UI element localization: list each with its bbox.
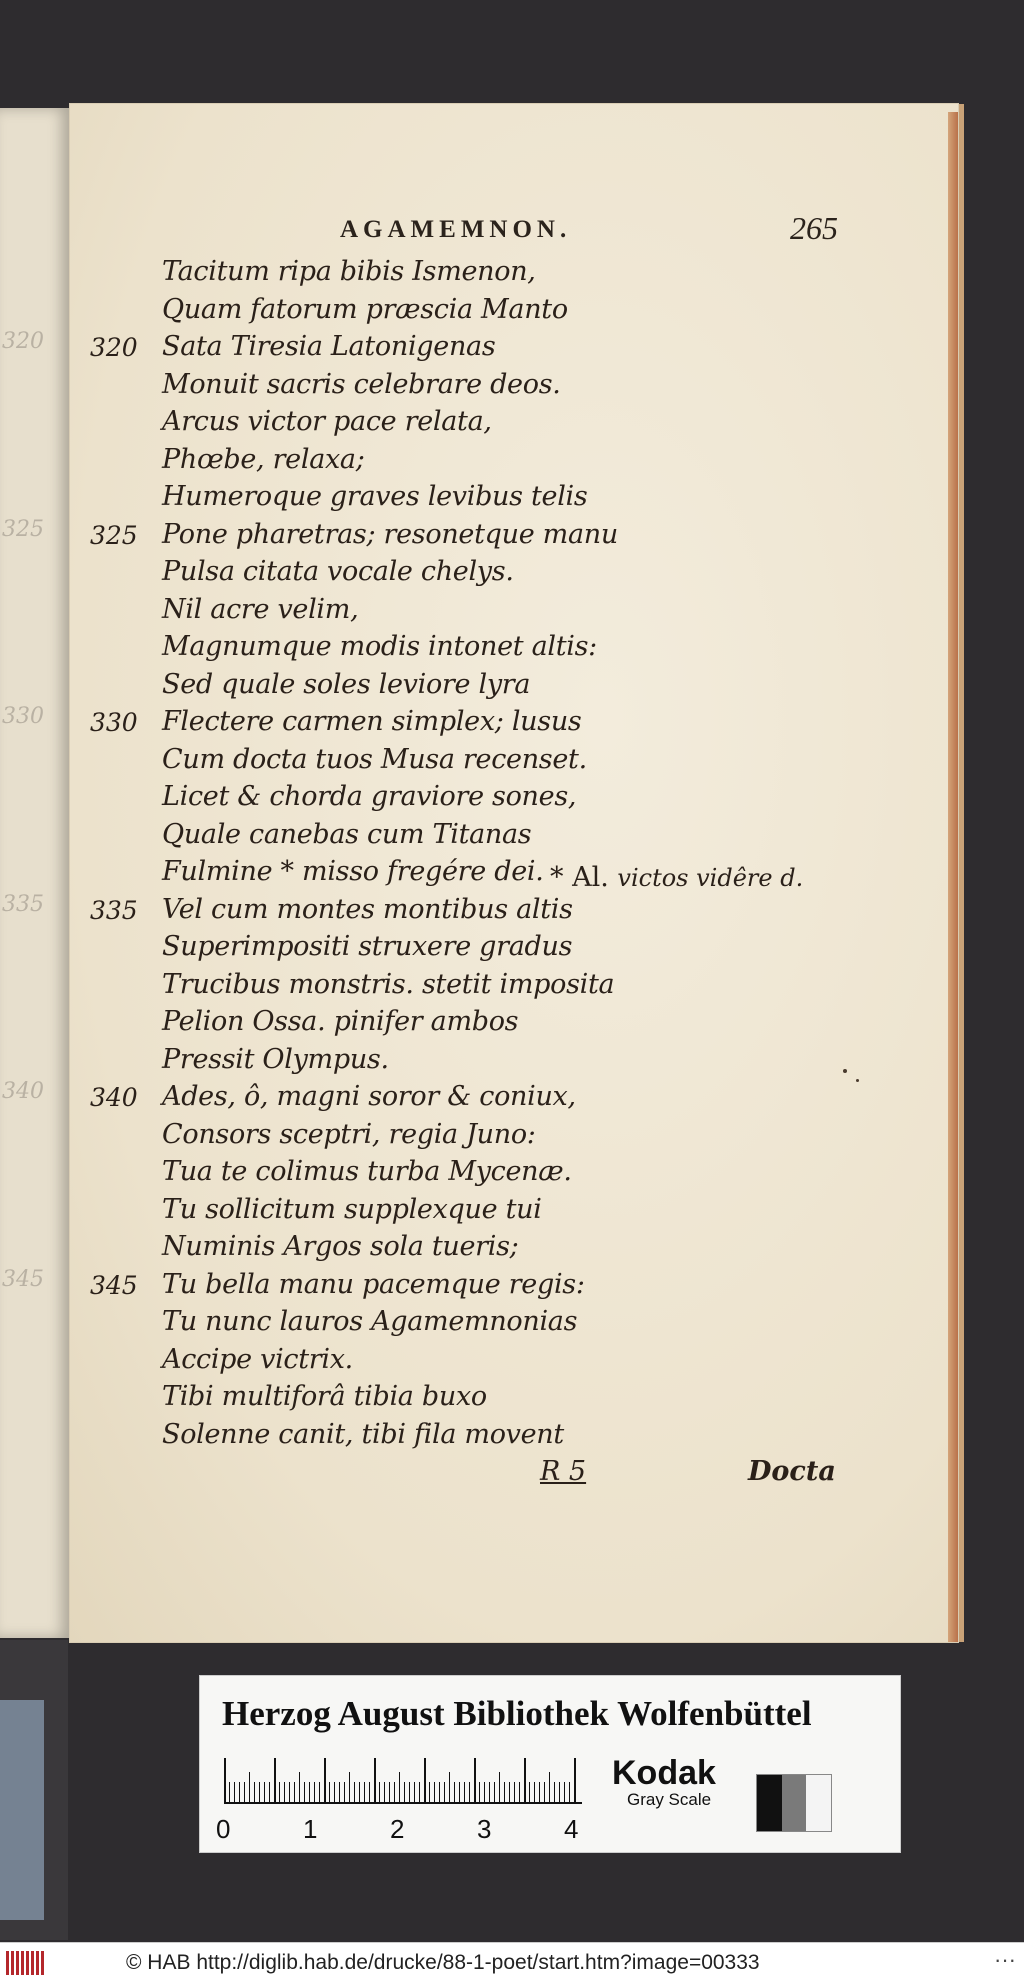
line-number: 320 — [90, 333, 138, 362]
ruler-tick — [369, 1782, 370, 1802]
blue-tab — [0, 1700, 44, 1920]
ruler-tick — [249, 1772, 250, 1802]
marginal-note-prefix: * Al. — [550, 862, 609, 893]
ruler-tick — [519, 1782, 520, 1802]
previous-page-line-number: 320 — [2, 329, 44, 354]
ruler-tick — [349, 1772, 350, 1802]
ruler-tick — [314, 1782, 315, 1802]
ruler-tick — [334, 1782, 335, 1802]
verse-line: Pressit Olympus. — [162, 1043, 389, 1075]
ruler-tick — [464, 1782, 465, 1802]
verse-line: Tacitum ripa bibis Ismenon, — [162, 256, 536, 287]
ruler-tick — [484, 1782, 485, 1802]
verse-line: Consors sceptri, regia Juno: — [162, 1118, 536, 1150]
previous-page-line-number: 340 — [2, 1079, 44, 1104]
ruler-tick — [379, 1782, 380, 1802]
line-number: 330 — [90, 708, 138, 737]
ruler-tick — [294, 1782, 295, 1802]
ruler-tick — [459, 1782, 460, 1802]
ruler-tick — [559, 1782, 560, 1802]
verse-line: Superimpositi struxere gradus — [162, 931, 573, 962]
ruler-tick — [509, 1782, 510, 1802]
ruler-tick — [434, 1782, 435, 1802]
marginal-note-text: victos vidêre d. — [617, 864, 804, 892]
measurement-ruler — [224, 1756, 580, 1806]
verse-line: Vel cum montes montibus altis — [162, 893, 573, 925]
footer-url-text[interactable]: © HAB http://diglib.hab.de/drucke/88-1-poet/start.htm?image=00333 — [126, 1951, 760, 1974]
ruler-tick — [329, 1782, 330, 1802]
ruler-tick — [529, 1782, 530, 1802]
ruler-tick — [444, 1782, 445, 1802]
ruler-tick — [479, 1782, 480, 1802]
ink-spot — [856, 1079, 859, 1082]
gray-swatches — [756, 1774, 832, 1832]
ruler-tick — [279, 1782, 280, 1802]
line-number: 340 — [90, 1083, 138, 1112]
verse-line: Humeroque graves levibus telis — [162, 481, 588, 512]
verse-line: Cum docta tuos Musa recenset. — [162, 743, 587, 775]
ruler-tick — [569, 1782, 570, 1802]
line-number: 335 — [90, 895, 138, 925]
ruler-tick — [229, 1782, 230, 1802]
verse-line: Sed quale soles leviore lyra — [162, 668, 531, 700]
ruler-tick — [284, 1782, 285, 1802]
verse-line: Tua te colimus turba Mycenæ. — [162, 1156, 572, 1187]
previous-page-line-number: 330 — [2, 704, 44, 729]
verse-line: Monuit sacris celebrare deos. — [162, 368, 561, 400]
ruler-label: 4 — [564, 1814, 579, 1844]
previous-page-line-number: 325 — [2, 516, 44, 542]
marginal-note — [550, 862, 803, 893]
verse-line: Trucibus monstris. stetit imposita — [162, 968, 615, 1000]
ruler-tick — [404, 1782, 405, 1802]
ruler-tick — [269, 1782, 270, 1802]
ruler-tick — [489, 1782, 490, 1802]
verse-line: Nil acre velim, — [162, 593, 359, 625]
verse-line: Tibi multiforâ tibia buxo — [162, 1381, 487, 1412]
ruler-tick — [574, 1758, 576, 1802]
ruler-label: 0 — [216, 1814, 231, 1844]
gray-swatch — [806, 1775, 831, 1831]
verse-line: Ades, ô, magni soror & coniux, — [162, 1081, 576, 1112]
gray-scale-label: Gray Scale — [627, 1790, 712, 1809]
ruler-tick — [389, 1782, 390, 1802]
footer-bar — [0, 1942, 1024, 1984]
ruler-tick — [224, 1758, 226, 1802]
verse-line: Numinis Argos sola tueris; — [162, 1231, 519, 1262]
ruler-tick — [254, 1782, 255, 1802]
ruler-tick — [374, 1758, 376, 1802]
more-menu-icon[interactable]: ··· — [994, 1947, 1016, 1972]
ruler-tick — [514, 1782, 515, 1802]
ruler-tick — [524, 1758, 526, 1802]
ruler-tick — [454, 1782, 455, 1802]
ruler-tick — [339, 1782, 340, 1802]
ruler-tick — [539, 1782, 540, 1802]
running-head: AGAMEMNON. — [340, 216, 572, 243]
page-number: 265 — [790, 210, 838, 246]
ruler-tick — [259, 1782, 260, 1802]
ruler-tick — [469, 1782, 470, 1802]
ruler-tick — [299, 1772, 300, 1802]
ruler-tick — [564, 1782, 565, 1802]
verse-line: Sata Tiresia Latonigenas — [162, 331, 496, 362]
kodak-logo: Kodak — [612, 1754, 716, 1792]
verse-line: Flectere carmen simplex; lusus — [162, 706, 582, 737]
color-calibration-card — [200, 1676, 900, 1852]
ruler-tick — [504, 1782, 505, 1802]
catchword: Docta — [748, 1456, 836, 1487]
verse-line: Tu sollicitum supplexque tui — [162, 1193, 542, 1225]
ruler-tick — [424, 1758, 426, 1802]
previous-page-line-number: 345 — [2, 1266, 44, 1292]
verse-line: Phœbe, relaxa; — [162, 443, 365, 475]
verse-line: Quam fatorum præscia Manto — [162, 293, 568, 325]
ruler-tick — [549, 1772, 550, 1802]
verse-line: Arcus victor pace relata, — [162, 406, 492, 437]
line-number: 325 — [90, 520, 138, 550]
ruler-tick — [419, 1782, 420, 1802]
verse-line: Magnumque modis intonet altis: — [162, 631, 597, 662]
ruler-tick — [234, 1782, 235, 1802]
ruler-tick — [324, 1758, 326, 1802]
ruler-tick — [344, 1782, 345, 1802]
verse-line: Pelion Ossa. pinifer ambos — [162, 1006, 519, 1037]
ruler-label: 3 — [477, 1814, 492, 1844]
verse-line: Pulsa citata vocale chelys. — [162, 556, 514, 587]
ruler-tick — [409, 1782, 410, 1802]
ruler-tick — [384, 1782, 385, 1802]
ruler-tick — [274, 1758, 276, 1802]
card-title: Herzog August Bibliothek Wolfenbüttel — [222, 1694, 812, 1733]
previous-page-line-number: 335 — [2, 891, 44, 917]
ruler-tick — [499, 1772, 500, 1802]
left-edge-strip — [0, 1640, 68, 1940]
ruler-tick — [399, 1772, 400, 1802]
ruler-tick — [304, 1782, 305, 1802]
verse-line: Accipe victrix. — [162, 1343, 353, 1375]
ruler-tick — [534, 1782, 535, 1802]
ruler-tick — [359, 1782, 360, 1802]
ruler-label: 2 — [390, 1814, 405, 1844]
book-page — [70, 104, 958, 1642]
verse-line: Tu bella manu pacemque regis: — [162, 1268, 585, 1300]
ruler-tick — [554, 1782, 555, 1802]
ruler-tick — [239, 1782, 240, 1802]
gray-swatch — [757, 1775, 782, 1831]
ruler-tick — [544, 1782, 545, 1802]
ruler-tick — [429, 1782, 430, 1802]
ruler-tick — [354, 1782, 355, 1802]
line-number: 345 — [90, 1270, 138, 1300]
verse-line: Licet & chorda graviore sones, — [162, 781, 577, 812]
ruler-tick — [264, 1782, 265, 1802]
ink-spot — [843, 1069, 847, 1073]
verse-line: Pone pharetras; resonetque manu — [162, 518, 618, 550]
gray-swatch — [782, 1775, 807, 1831]
ruler-label: 1 — [303, 1814, 318, 1844]
signature-mark: R 5 — [540, 1456, 587, 1487]
previous-page-edge — [0, 108, 70, 1638]
page-fore-edge — [948, 112, 958, 1642]
ruler-tick — [414, 1782, 415, 1802]
ruler-tick — [439, 1782, 440, 1802]
verse-line: Solenne canit, tibi fila movent — [162, 1418, 564, 1450]
ruler-baseline — [224, 1802, 582, 1804]
ruler-tick — [494, 1782, 495, 1802]
verse-line: Fulmine * misso fregére dei. — [162, 856, 544, 887]
ruler-tick — [289, 1782, 290, 1802]
verse-line: Tu nunc lauros Agamemnonias — [162, 1306, 578, 1337]
ruler-tick — [449, 1772, 450, 1802]
ruler-tick — [244, 1782, 245, 1802]
ruler-tick — [364, 1782, 365, 1802]
ruler-tick — [394, 1782, 395, 1802]
ruler-tick — [319, 1782, 320, 1802]
verse-line: Quale canebas cum Titanas — [162, 818, 532, 850]
ruler-tick — [309, 1782, 310, 1802]
hab-logo-icon — [6, 1951, 44, 1975]
ruler-tick — [474, 1758, 476, 1802]
